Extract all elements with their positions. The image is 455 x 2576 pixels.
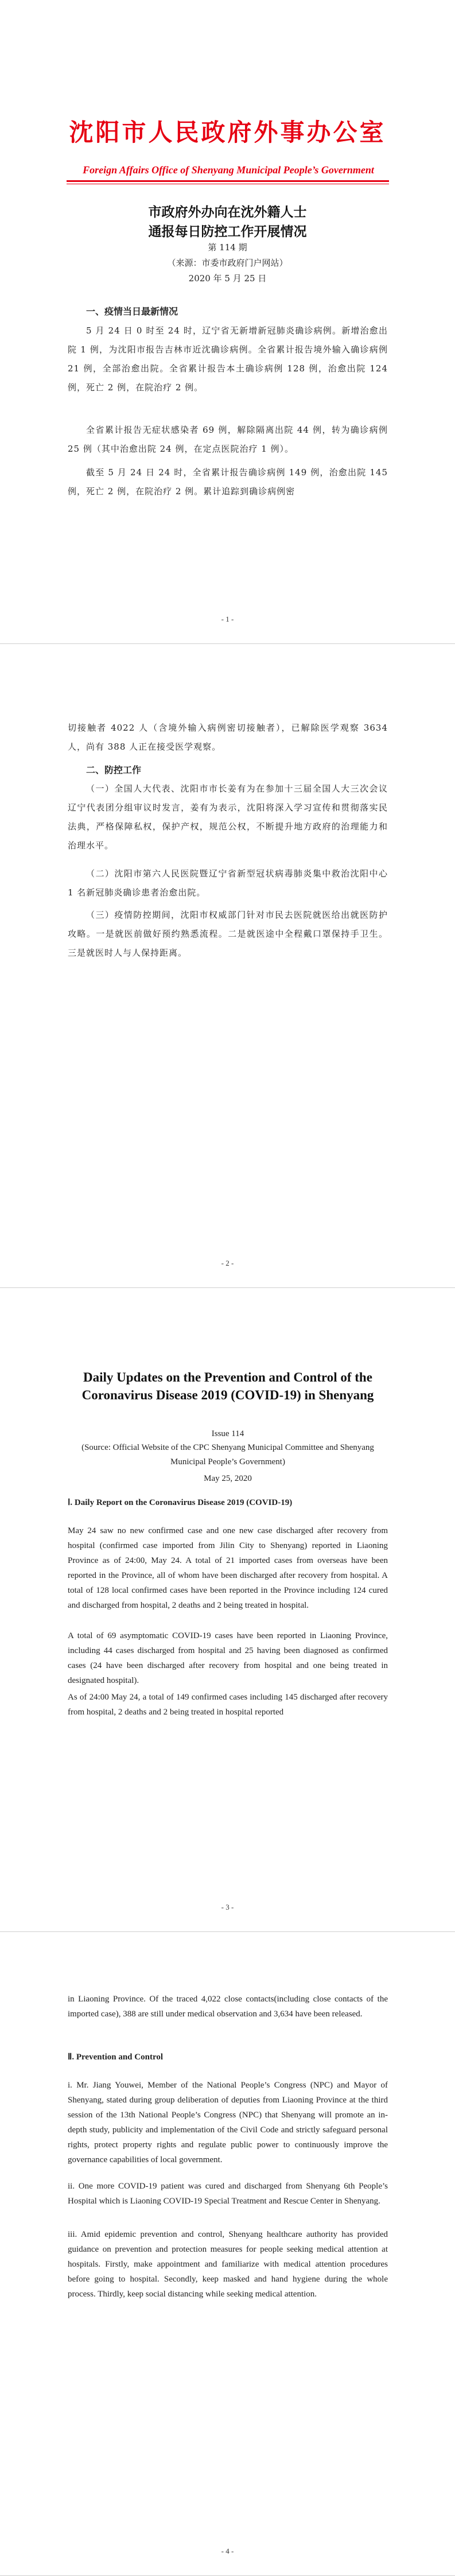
letterhead-english: Foreign Affairs Office of Shenyang Municipal People’s Government — [83, 164, 374, 176]
cn-section2-heading: 二、防控工作 — [86, 765, 142, 775]
cn-s2-para3: （三）疫情防控期间，沈阳市权威部门针对市民去医院就医给出就医防护攻略。一是就医前做好预约熟悉流程。二是就医途中全程戴口罩保持手卫生。三是就医时人与人保持距离。 — [68, 910, 388, 958]
en-date: May 25, 2020 — [204, 1474, 252, 1483]
page-2 — [0, 644, 455, 1288]
cn-source: （来源：市委市政府门户网站） — [167, 258, 288, 268]
cn-s1-para3b: 切接触者 4022 人（含境外输入病例密切接触者），已解除医学观察 3634 人，尚有 388 人正在接受医学观察。 — [68, 723, 388, 752]
en-s2-para2: ii. One more COVID-19 patient was cured and discharged from Shenyang 6th People’s Hospital which is Liaoning COVID-19 Special Treatment and Rescue Center in Shenyang. — [68, 2182, 388, 2206]
en-s1-para1: May 24 saw no new confirmed case and one new case discharged after recovery from hospital (confirmed case imported from Jilin City to Shenyang) reported in Liaoning Province as of 24:00, May 24. A total of 21 imported cases from overseas have been reported in the Province, all of whom have been discharged after recovery from hospital. A total of 128 local confirmed cases have been reported in the Province including 124 cured and discharged from hospital, 2 deaths and 2 being treated in hospital. — [68, 1526, 388, 1610]
cn-title-line1: 市政府外办向在沈外籍人士 — [148, 205, 307, 220]
cn-title-line2: 通报每日防控工作开展情况 — [148, 224, 307, 239]
en-s1-para2: A total of 69 asymptomatic COVID-19 cases have been reported in Liaoning Province, including 44 cases discharged from hospital and 25 having been diagnosed as confirmed cases (24 have been discharged after recovery from hospital and one being treated in designated hospital). — [68, 1631, 388, 1685]
letterhead-rule-thick — [67, 180, 389, 182]
page-3 — [0, 1288, 455, 1932]
page-number-4: - 4 - — [221, 2547, 234, 2555]
page-number-3: - 3 - — [221, 1903, 234, 1911]
en-issue: Issue 114 — [211, 1429, 244, 1438]
page-number-1: - 1 - — [221, 615, 234, 623]
page-number-2: - 2 - — [221, 1259, 234, 1267]
page-1 — [0, 0, 455, 644]
cn-s2-para1: （一）全国人大代表、沈阳市市长姜有为在参加十三届全国人大三次会议辽宁代表团分组审议时发言，姜有为表示，沈阳将深入学习宣传和贯彻落实民法典，严格保障私权，保护产权，规范公权，不断提升地方政府的治理能力和治理水平。 — [68, 783, 388, 851]
en-title: Daily Updates on the Prevention and Control of the Coronavirus Disease 2019 (COVID-19) in Shenyang — [81, 1370, 374, 1402]
en-s2-para3: iii. Amid epidemic prevention and control, Shenyang healthcare authority has provided guidance on prevention and protection measures for people seeking medical attention at hospitals. Firstly, make appointment and familiarize with medical attention procedures before going to hospital. Secondly, keep masked and hand hygiene during the whole process. Thirdly, keep social distancing while seeking medical attention. — [68, 2230, 388, 2299]
cn-date: 2020 年 5 月 25 日 — [188, 273, 267, 284]
en-s1-para3a: As of 24:00 May 24, a total of 149 confirmed cases including 145 discharged after recovery from hospital, 2 deaths and 2 being treated in hospital reported — [68, 1693, 388, 1717]
en-s2-para1: i. Mr. Jiang Youwei, Member of the National People’s Congress (NPC) and Mayor of Shenyang, stated during group deliberation of deputies from Liaoning Province at the third session of the 13th National People’s Congress (NPC) that Shenyang will promote an in-depth study, publicity and implementation of the Civil Code and strictly safeguard personal rights, protect property rights and regulate public power to continuously improve the governance capabilities of local government. — [68, 2081, 388, 2164]
en-source: (Source: Official Website of the CPC Shenyang Municipal Committee and Shenyang Municipal People’s Government) — [81, 1443, 374, 1467]
cn-section1-heading: 一、疫情当日最新情况 — [86, 306, 178, 317]
cn-s1-para2: 全省累计报告无症状感染者 69 例，解除隔离出院 44 例，转为确诊病例 25 例（其中治愈出院 24 例，在定点医院治疗 1 例）。 — [68, 425, 388, 454]
en-section1-heading: Ⅰ. Daily Report on the Coronavirus Disease 2019 (COVID-19) — [68, 1498, 293, 1507]
letterhead-chinese: 沈阳市人民政府外事办公室 — [69, 118, 386, 146]
cn-issue: 第 114 期 — [208, 242, 247, 253]
en-section2-heading: Ⅱ. Prevention and Control — [68, 2053, 164, 2062]
cn-s1-para3a: 截至 5 月 24 日 24 时，全省累计报告确诊病例 149 例，治愈出院 145 例，死亡 2 例，在院治疗 2 例。累计追踪到确诊病例密 — [68, 467, 388, 496]
cn-s2-para2: （二）沈阳市第六人民医院暨辽宁省新型冠状病毒肺炎集中救治沈阳中心 1 名新冠肺炎确诊患者治愈出院。 — [68, 868, 388, 898]
cn-s1-para1: 5 月 24 日 0 时至 24 时，辽宁省无新增新冠肺炎确诊病例。新增治愈出院 1 例，为沈阳市报告吉林市近沈确诊病例。全省累计报告境外输入确诊病例 21 例，全部治愈出院。全省累计报告本土确诊病例 128 例，治愈出院 124 例，死亡 2 例，在院治疗 2 例。 — [68, 325, 388, 393]
en-s1-para3b: in Liaoning Province. Of the traced 4,022 close contacts(including close contacts of the imported case), 388 are still under medical observation and 3,634 have been released. — [68, 1995, 388, 2019]
page-4 — [0, 1932, 455, 2576]
